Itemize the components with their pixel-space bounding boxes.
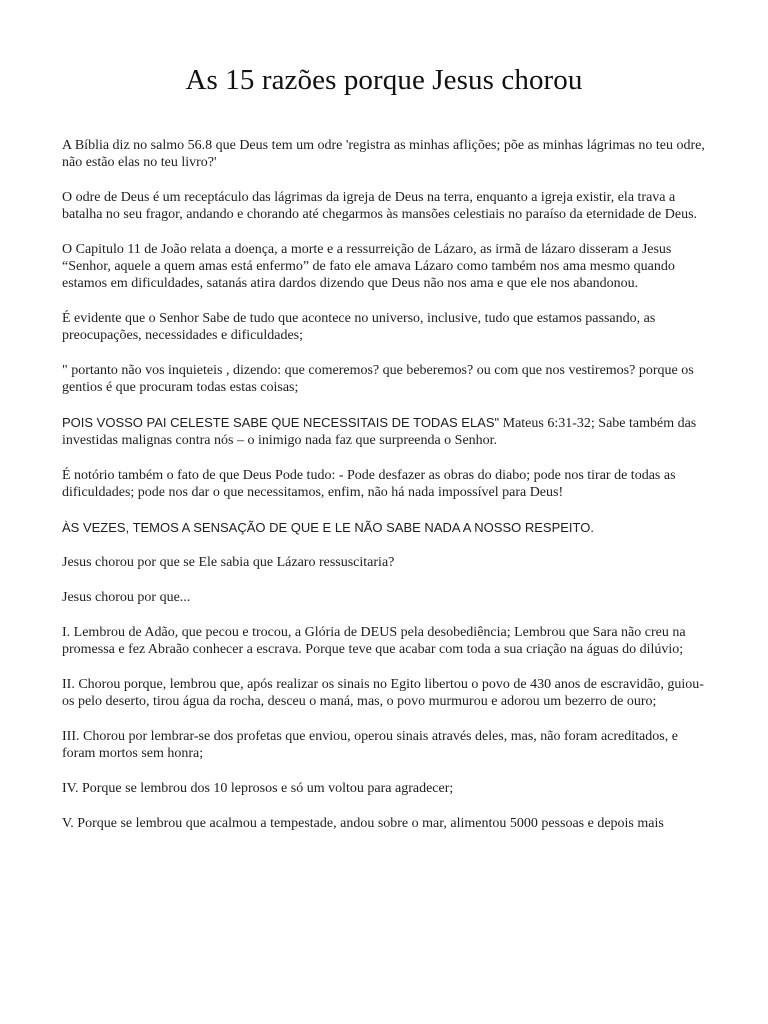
paragraph-4: É evidente que o Senhor Sabe de tudo que acontece no universo, inclusive, tudo que estamos passando, as preocupações, necessidades e dificuldades;: [62, 311, 656, 343]
paragraph-3: O Capitulo 11 de João relata a doença, a morte e a ressurreição de Lázaro, as irmã de lázaro disseram a Jesus “Senhor, aquele a quem amas está enfermo” de fato ele amava Lázaro como também nos ama mesmo quando estamos em dificuldades, satanás atira dardos dizendo que Deus não nos ama e que ele nos abandonou.: [62, 242, 675, 291]
paragraph-1: A Bíblia diz no salmo 56.8 que Deus tem um odre 'registra as minhas aflições; põe as minhas lágrimas no teu odre, não estão elas no teu livro?': [62, 138, 705, 170]
document-body: [62, 137, 710, 850]
paragraph-2: O odre de Deus é um receptáculo das lágrimas da igreja de Deus na terra, enquanto a igreja existir, ela trava a batalha no seu fragor, andando e chorando até chegarmos às mansões celestiais no paraíso da eternidade de Deus.: [62, 190, 698, 222]
paragraph-6-caps: POIS VOSSO PAI CELESTE SABE QUE NECESSITAIS DE TODAS ELAS": [62, 415, 500, 430]
list-item-iii: III. Chorou por lembrar-se dos profetas que enviou, operou sinais através deles, mas, não foram acreditados, e foram mortos sem honra;: [62, 729, 678, 761]
list-item-i: I. Lembrou de Adão, que pecou e trocou, a Glória de DEUS pela desobediência; Lembrou que Sara não creu na promessa e fez Abraão conhecer a escrava. Porque teve que acabar com toda a sua criação na águas do dilúvio;: [62, 625, 686, 657]
paragraph-6-rest: Mateus 6:31-32; Sabe também das investidas malignas contra nós – o inimigo nada faz que surpreenda o Senhor.: [62, 416, 697, 448]
paragraph-9: Jesus chorou por que se Ele sabia que Lázaro ressuscitaria?: [62, 555, 395, 570]
paragraph-7: É notório também o fato de que Deus Pode tudo: - Pode desfazer as obras do diabo; pode nos tirar de todas as dificuldades; pode nos dar o que necessitamos, enfim, não há nada impossível para Deus!: [62, 468, 676, 500]
list-item-iv: IV. Porque se lembrou dos 10 leprosos e só um voltou para agradecer;: [62, 781, 454, 796]
document-title: As 15 razões porque Jesus chorou: [185, 64, 583, 96]
paragraph-5: " portanto não vos inquieteis , dizendo: que comeremos? que beberemos? ou com que nos vestiremos? porque os gentios é que procuram todas estas coisas;: [62, 363, 694, 395]
paragraph-8-caps: ÀS VEZES, TEMOS A SENSAÇÃO DE QUE E LE NÃO SABE NADA A NOSSO RESPEITO.: [62, 520, 594, 535]
list-item-v: V. Porque se lembrou que acalmou a tempestade, andou sobre o mar, alimentou 5000 pessoas e depois mais: [62, 816, 664, 831]
paragraph-6: [62, 414, 710, 449]
list-item-ii: II. Chorou porque, lembrou que, após realizar os sinais no Egito libertou o povo de 430 anos de escravidão, guiou-os pelo deserto, tirou água da rocha, desceu o maná, mas, o povo murmurou e adorou um bezerro de ouro;: [62, 677, 704, 709]
paragraph-10: Jesus chorou por que...: [62, 590, 191, 605]
